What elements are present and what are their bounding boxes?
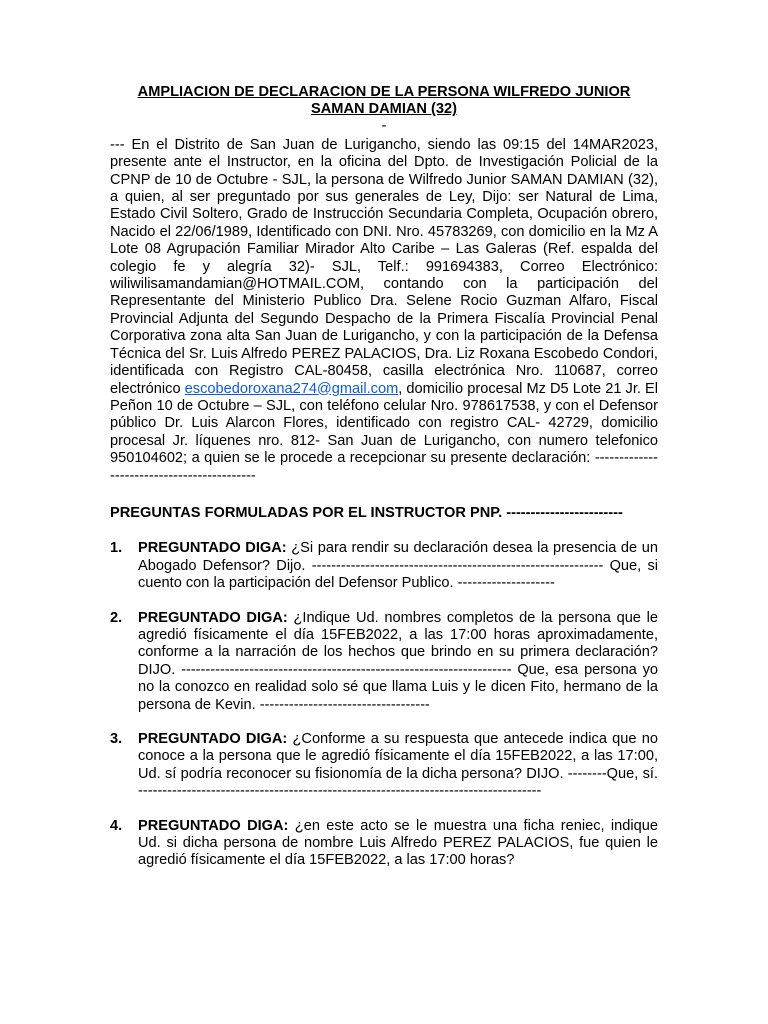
question-label: PREGUNTADO DIGA: [138,817,289,834]
document-title-line2: SAMAN DAMIAN (32) [311,101,457,118]
title-dash: - [381,117,387,134]
document-title [110,84,658,119]
question-label: PREGUNTADO DIGA: [138,731,288,747]
question-number: 2. [110,609,123,626]
question-number: 1. [110,540,123,557]
document-page [110,84,658,887]
question-text: ¿en este acto se le muestra una ficha reniec, indique Ud. si dicha persona de nombre Luis Alfredo PEREZ PALACIOS, fue quien le agredió físicamente el día 15FEB2022, a las 17:00 horas? [138,817,658,869]
question-item [110,731,658,801]
question-number: 4. [110,817,123,834]
question-label: PREGUNTADO DIGA: [138,609,288,626]
question-text: ¿Si para rendir su declaración desea la presencia de un Abogado Defensor? Dijo. ------------------------------------------------------------ Que, si cuento con la participación del Defensor Publico. -------------------- [138,540,658,592]
question-label: PREGUNTADO DIGA: [138,540,287,557]
question-number: 3. [110,731,123,747]
question-item [110,818,658,870]
question-text: ¿Conforme a su respuesta que antecede indica que no conoce a la persona que le agredió físicamente el día 15FEB2022, a las 17:00, Ud. sí podría reconocer su fisionomía de la dicha persona? DIJO. --------Que, sí. ----------------------------------------------------------------------------------- [138,731,658,800]
question-text: ¿Indique Ud. nombres completos de la persona que le agredió físicamente el día 15FEB2022, a las 17:00 horas aproximadamente, conforme a la narración de los hechos que brindo en su primera declaración? DIJO. -------------------------------------------------------------------- Que, esa persona yo no la conozco en realidad solo sé que llama Luis y le dicen Fito, hermano de la persona de Kevin. ----------------------------------- [138,609,658,713]
email-link[interactable]: escobedoroxana274@gmail.com [184,380,399,397]
intro-text-part1: --- En el Distrito de San Juan de Lurigancho, siendo las 09:15 del 14MAR2023, presente ante el Instructor, en la oficina del Dpto. de Investigación Policial de la CPNP de 10 de Octubre - SJL, la persona de Wilfredo Junior SAMAN DAMIAN (32), a quien, al ser preguntado por sus generales de Ley, Dijo: ser Natural de Lima, Estado Civil Soltero, Grado de Instrucción Secundaria Completa, Ocupación obrero, Nacido el 22/06/1989, Identificado con DNI. Nro. 45783269, con domicilio en la Mz A Lote 08 Agrupación Familiar Mirador Alto Caribe – Las Galeras (Ref. espalda del colegio fe y alegría 32)- SJL, Telf.: 991694383, Correo Electrónico: wiliwilisamandamian@HOTMAIL.COM, contando con la participación del Representante del Ministerio Publico Dra. Selene Rocio Guzman Alfaro, Fiscal Provincial Adjunta del Segundo Despacho de la Primera Fiscalía Provincial Penal Corporativa zona alta San Juan de Lurigancho, y con la participación de la Defensa Técnica del Sr. Luis Alfredo PEREZ PALACIOS, Dra. Liz Roxana Escobedo Condori, identificada con Registro CAL-80458, casilla electrónica Nro. 110687, correo electrónico [110,136,658,397]
questions-list [110,540,658,870]
question-item [110,610,658,714]
section-heading: PREGUNTAS FORMULADAS POR EL INSTRUCTOR PNP. ------------------------ [110,504,623,521]
intro-paragraph [110,137,658,485]
document-title-line1: AMPLIACION DE DECLARACION DE LA PERSONA WILFREDO JUNIOR [137,84,631,100]
question-item [110,540,658,592]
intro-text-part2: , domicilio procesal Mz D5 Lote 21 Jr. El Peñon 10 de Octubre – SJL, con teléfono celular Nro. 978617538, y con el Defensor público Dr. Luis Alarcon Flores, identificado con registro CAL- 42729, domicilio procesal Jr. líquenes nro. 812- San Juan de Lurigancho, con numero telefonico 950104602; a quien se le procede a recepcionar su presente declaración: ------------------------------------------- [110,380,658,484]
